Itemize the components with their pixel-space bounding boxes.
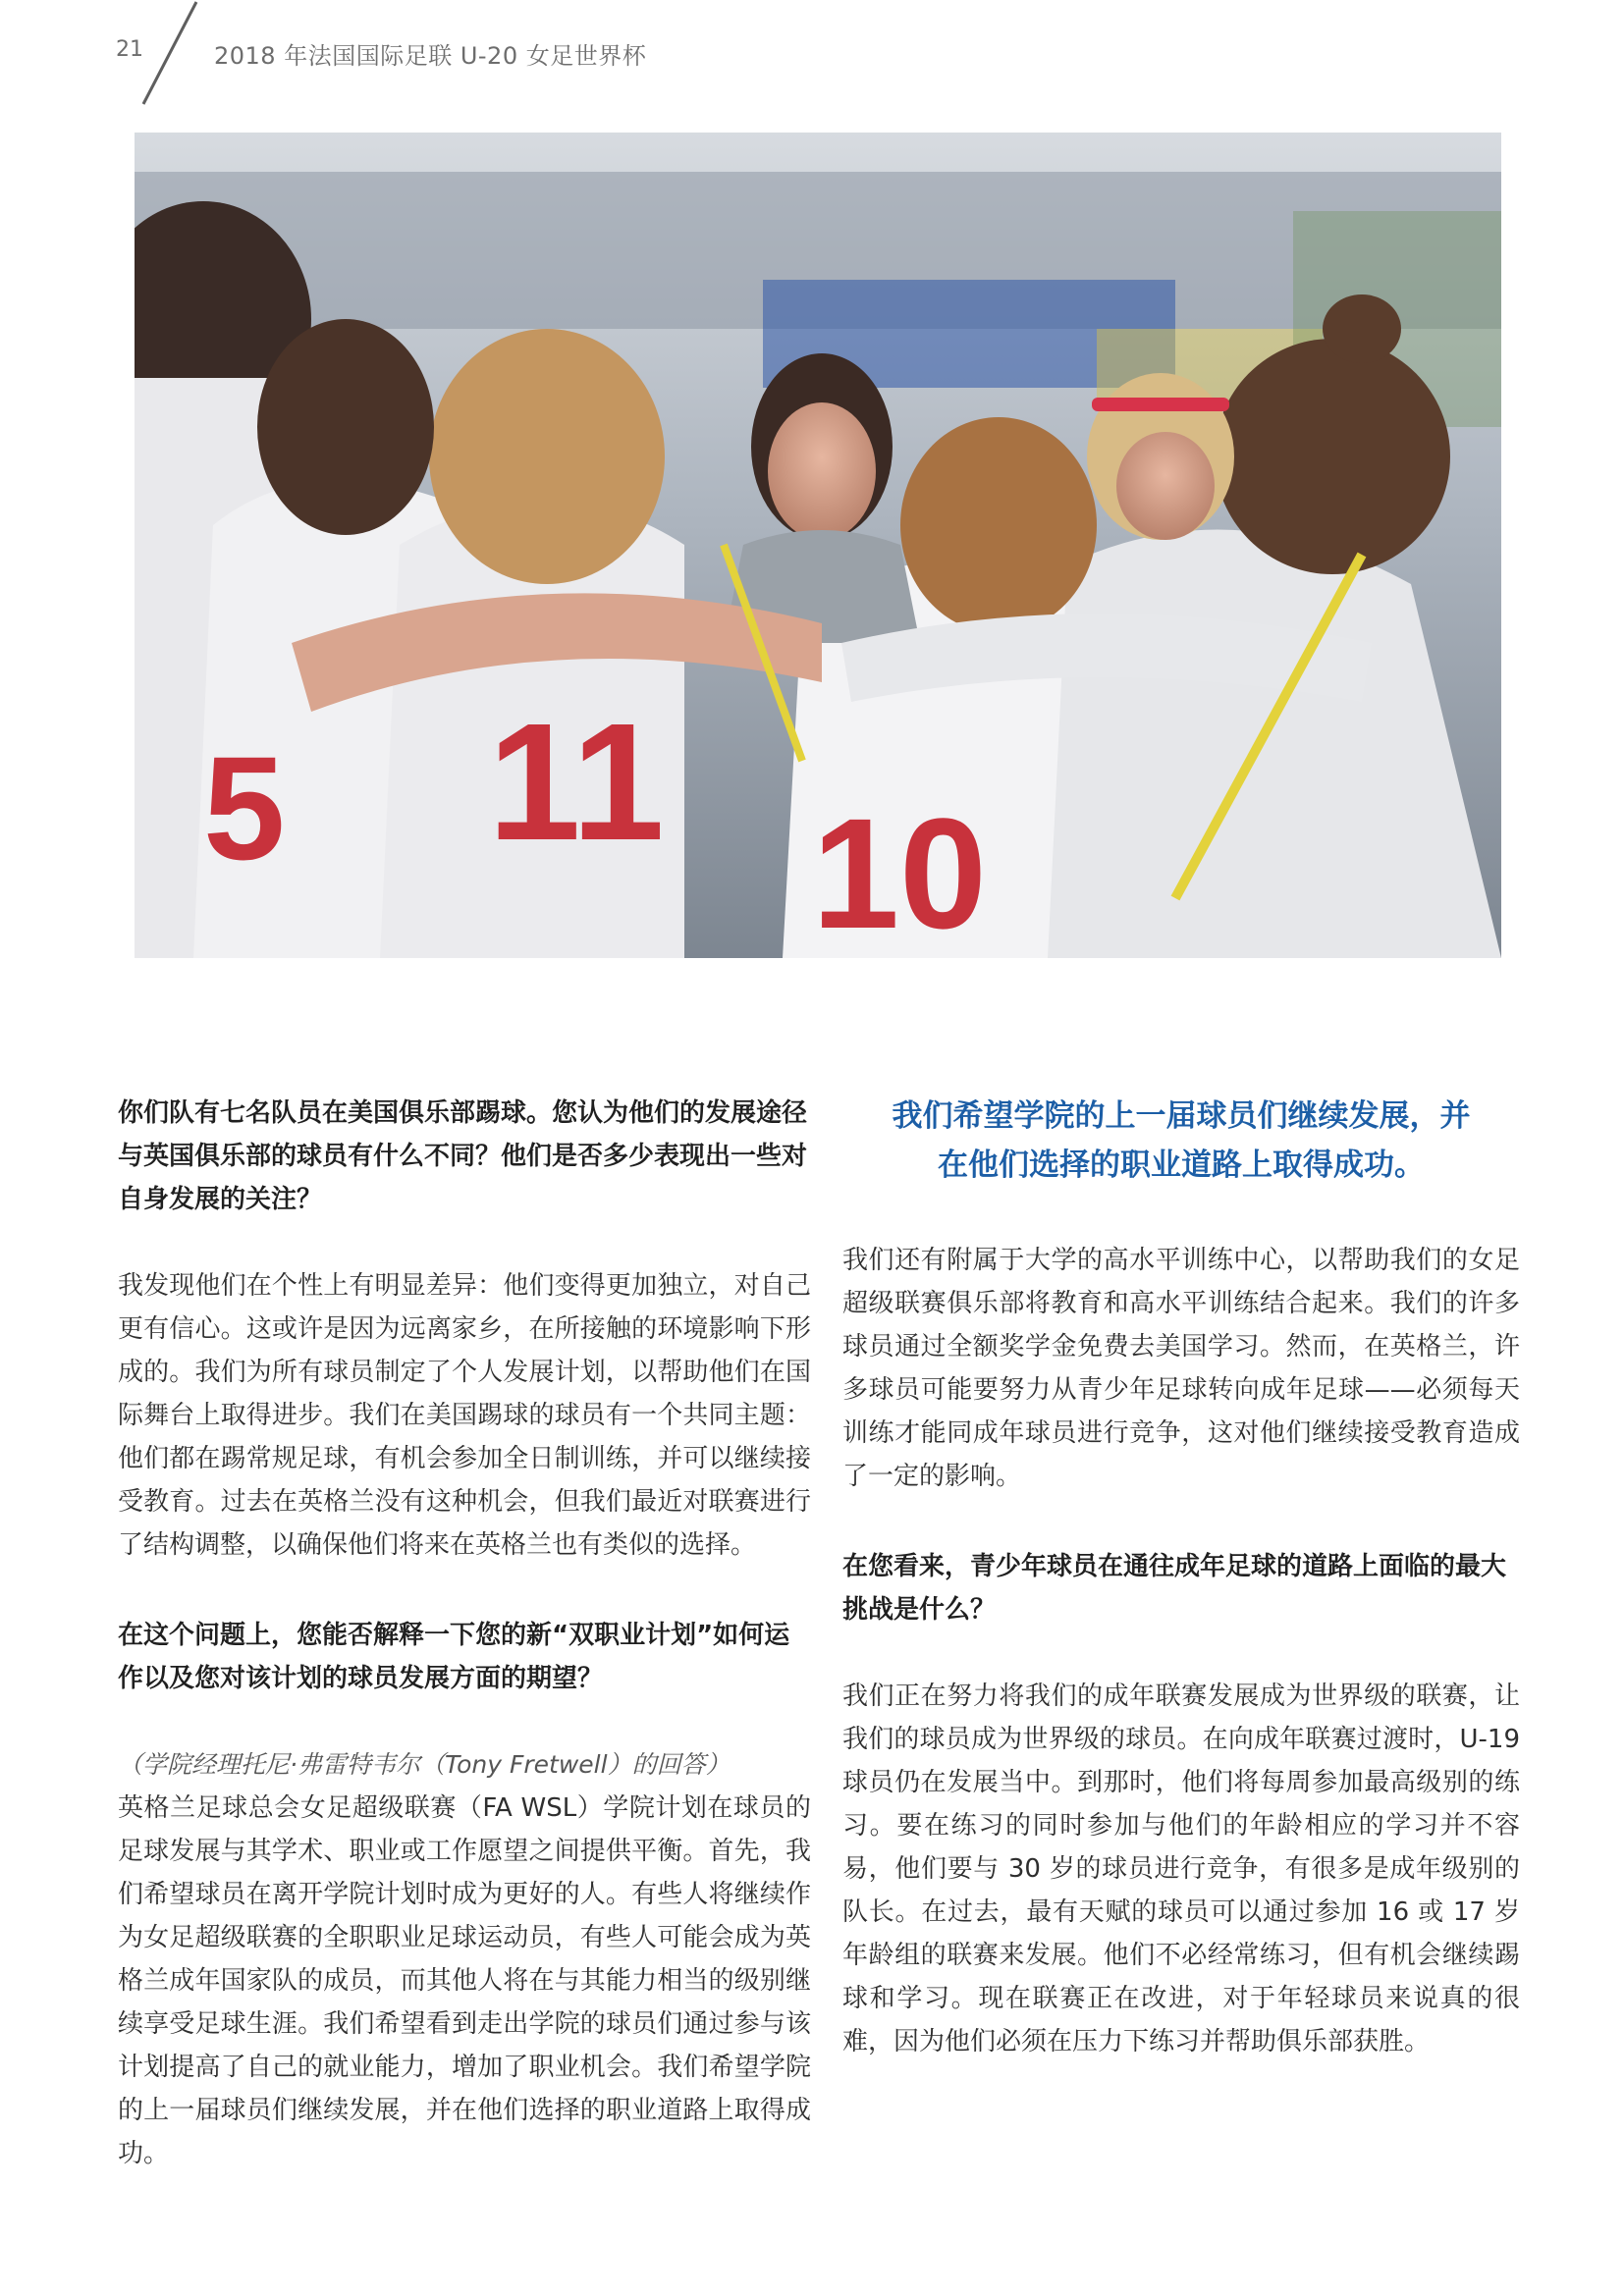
pull-quote-line-2: 在他们选择的职业道路上取得成功。 — [938, 1148, 1425, 1183]
jersey-number-11: 11 — [488, 689, 665, 876]
jersey-number-10: 10 — [812, 785, 987, 958]
right-answer-1: 我们还有附属于大学的高水平训练中心，以帮助我们的女足超级联赛俱乐部将教育和高水平训练结合起来。我们的许多球员通过全额奖学金免费去美国学习。然而，在英格兰，许多球员可能要努力从青少年足球转向成年足球——必须每天训练才能同成年球员进行竞争，这对他们继续接受教育造成了一定的影响。 — [842, 1246, 1520, 1491]
right-column — [842, 1239, 1520, 2110]
header-divider-slash — [135, 0, 204, 108]
page-header — [0, 0, 1624, 108]
right-question-1: 在您看来，青少年球员在通往成年足球的道路上面临的最大挑战是什么？ — [842, 1552, 1507, 1625]
answer-2: 英格兰足球总会女足超级联赛（FA WSL）学院计划在球员的足球发展与其学术、职业或工作愿望之间提供平衡。首先，我们希望球员在离开学院计划时成为更好的人。有些人将继续作为女足超级联赛的全职职业足球运动员，有些人可能会成为英格兰成年国家队的成员，而其他人将在与其能力相当的级别继续享受足球生涯。我们希望看到走出学院的球员们通过参与该计划提高了自己的就业能力，增加了职业机会。我们希望学院的上一届球员们继续发展，并在他们选择的职业道路上取得成功。 — [118, 1793, 811, 2168]
pull-quote — [842, 1092, 1520, 1190]
answer-1: 我发现他们在个性上有明显差异：他们变得更加独立，对自己更有信心。这或许是因为远离家乡，在所接触的环境影响下形成的。我们为所有球员制定了个人发展计划，以帮助他们在国际舞台上取得进步。我们在美国踢球的球员有一个共同主题：他们都在踢常规足球，有机会参加全日制训练，并可以继续接受教育。过去在英格兰没有这种机会，但我们最近对联赛进行了结构调整，以确保他们将来在英格兰也有类似的选择。 — [118, 1271, 811, 1560]
left-column — [118, 1092, 811, 2222]
page-number: 21 — [116, 37, 143, 62]
document-title: 2018 年法国国际足联 U-20 女足世界杯 — [214, 42, 647, 70]
team-huddle-photo — [135, 133, 1501, 958]
answer-attribution: （学院经理托尼·弗雷特韦尔（Tony Fretwell）的回答） — [118, 1750, 731, 1779]
jersey-number-5: 5 — [203, 725, 286, 890]
question-2: 在这个问题上，您能否解释一下您的新“双职业计划”如何运作以及您对该计划的球员发展方面的期望？ — [118, 1621, 790, 1693]
pull-quote-line-1: 我们希望学院的上一届球员们继续发展，并 — [892, 1098, 1471, 1134]
question-1: 你们队有七名队员在美国俱乐部踢球。您认为他们的发展途径与英国俱乐部的球员有什么不同？他们是否多少表现出一些对自身发展的关注？ — [118, 1098, 808, 1214]
right-answer-2: 我们正在努力将我们的成年联赛发展成为世界级的联赛，让我们的球员成为世界级的球员。在向成年联赛过渡时，U-19 球员仍在发展当中。到那时，他们将每周参加最高级别的练习。要在练习的同时参加与他们的年龄相应的学习并不容易，他们要与 30 岁的球员进行竞争，有很多是成年级别的队长。在过去，最有天赋的球员可以通过参加 16 或 17 岁年龄组的联赛来发展。他们不必经常练习，但有机会继续踢球和学习。现在联赛正在改进，对于年轻球员来说真的很难，因为他们必须在压力下练习并帮助俱乐部获胜。 — [842, 1682, 1520, 2056]
